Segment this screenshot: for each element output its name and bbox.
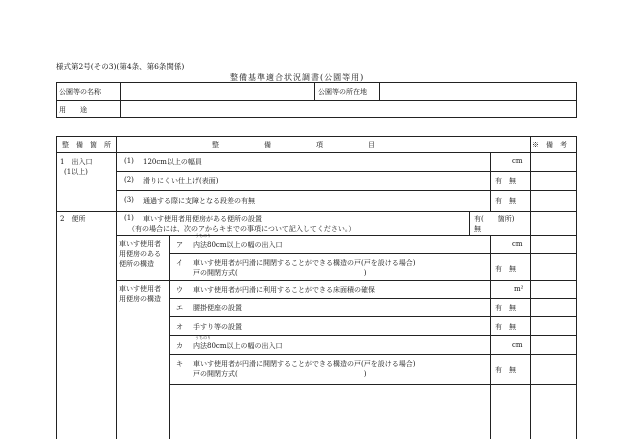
item-o-kana: オ bbox=[176, 323, 183, 331]
item-i-kana: イ bbox=[176, 259, 183, 267]
s1-row2-text: 滑りにくい仕上げ(表面) bbox=[143, 177, 219, 185]
item-a-text: 内法80cm以上の幅の出入口 bbox=[193, 241, 283, 249]
s2-row1-text: 車いす使用者用便房がある便所の設置 bbox=[143, 215, 262, 223]
item-ki-value[interactable]: 有 無 bbox=[495, 366, 516, 374]
item-e-kana: エ bbox=[176, 304, 183, 312]
header-items: 整 備 項 目 bbox=[212, 141, 381, 149]
item-e-text: 腰掛便座の設置 bbox=[193, 304, 242, 312]
s2-row1-value-a[interactable]: 有( 箇所) bbox=[474, 215, 515, 223]
item-u-text: 車いす使用者が円滑に利用することができる床面積の確保 bbox=[193, 286, 375, 294]
remark-cell-1[interactable] bbox=[532, 154, 576, 170]
form-id: 様式第2号(その3)(第4条、第6条関係) bbox=[56, 62, 185, 71]
item-o-text: 手すり等の設置 bbox=[193, 323, 242, 331]
item-u-value[interactable]: m² bbox=[514, 285, 524, 293]
s1-row1-num: (1) bbox=[124, 157, 134, 165]
item-ka-kana: カ bbox=[176, 342, 183, 350]
item-ka-value[interactable]: cm bbox=[512, 341, 523, 349]
item-o-value[interactable]: 有 無 bbox=[495, 323, 516, 331]
s1-row1-text: 120cm以上の幅員 bbox=[143, 158, 202, 166]
header-remarks: ※ 備 考 bbox=[532, 141, 567, 149]
item-a-ruby: うちのり bbox=[195, 233, 211, 238]
item-a-value[interactable]: cm bbox=[512, 240, 523, 248]
item-u-kana: ウ bbox=[176, 286, 183, 294]
s1-row3-value[interactable]: 有 無 bbox=[495, 197, 516, 205]
location-label: 公園等の所在地 bbox=[318, 88, 367, 96]
page-title: 整備基準適合状況調書(公園等用) bbox=[230, 73, 365, 82]
remark-cell-2[interactable] bbox=[532, 173, 576, 189]
item-ka-text: 内法80cm以上の幅の出入口 bbox=[193, 342, 283, 350]
s1-row3-text: 通過する際に支障となる段差の有無 bbox=[143, 197, 255, 205]
item-ki-text: 車いす使用者が円滑に開閉することができる構造の戸(戸を設ける場合) bbox=[193, 360, 416, 368]
use-label: 用 途 bbox=[59, 106, 87, 114]
s1-row1-value[interactable]: cm bbox=[512, 157, 523, 165]
item-i-text: 車いす使用者が円滑に開閉することができる構造の戸(戸を設ける場合) bbox=[193, 259, 416, 267]
s1-row2-num: (2) bbox=[124, 176, 134, 184]
item-i-text2: 戸の開閉方式( ) bbox=[193, 269, 367, 277]
s2-row1-note: （有の場合には、次のアからキまでの事項について記入してください。） bbox=[128, 225, 356, 233]
item-ki-kana: キ bbox=[176, 360, 183, 368]
s1-row2-value[interactable]: 有 無 bbox=[495, 177, 516, 185]
s2-row1-num: (1) bbox=[124, 214, 134, 222]
section1-label: 1 出入口 bbox=[60, 158, 93, 166]
group-a-label: 車いす使用者用便房のある便所の構造 bbox=[119, 240, 161, 268]
item-ka-ruby: うちのり bbox=[195, 335, 211, 340]
item-ki-text2: 戸の開閉方式( ) bbox=[193, 370, 367, 378]
item-i-value[interactable]: 有 無 bbox=[495, 265, 516, 273]
section1-sub: (1以上) bbox=[64, 168, 88, 176]
item-e-value[interactable]: 有 無 bbox=[495, 304, 516, 312]
group-b-label: 車いす使用者用便房の構造 bbox=[119, 285, 161, 303]
section2-label: 2 便所 bbox=[60, 215, 86, 223]
remark-cell-3[interactable] bbox=[532, 192, 576, 210]
s2-row1-value-b[interactable]: 無 bbox=[474, 225, 481, 233]
name-field[interactable] bbox=[122, 84, 312, 98]
location-field[interactable] bbox=[381, 84, 575, 98]
name-label: 公園等の名称 bbox=[59, 88, 101, 96]
s1-row3-num: (3) bbox=[124, 196, 134, 204]
item-a-kana: ア bbox=[176, 241, 183, 249]
header-location: 整 備 箇 所 bbox=[62, 141, 111, 149]
use-field[interactable] bbox=[122, 102, 575, 116]
